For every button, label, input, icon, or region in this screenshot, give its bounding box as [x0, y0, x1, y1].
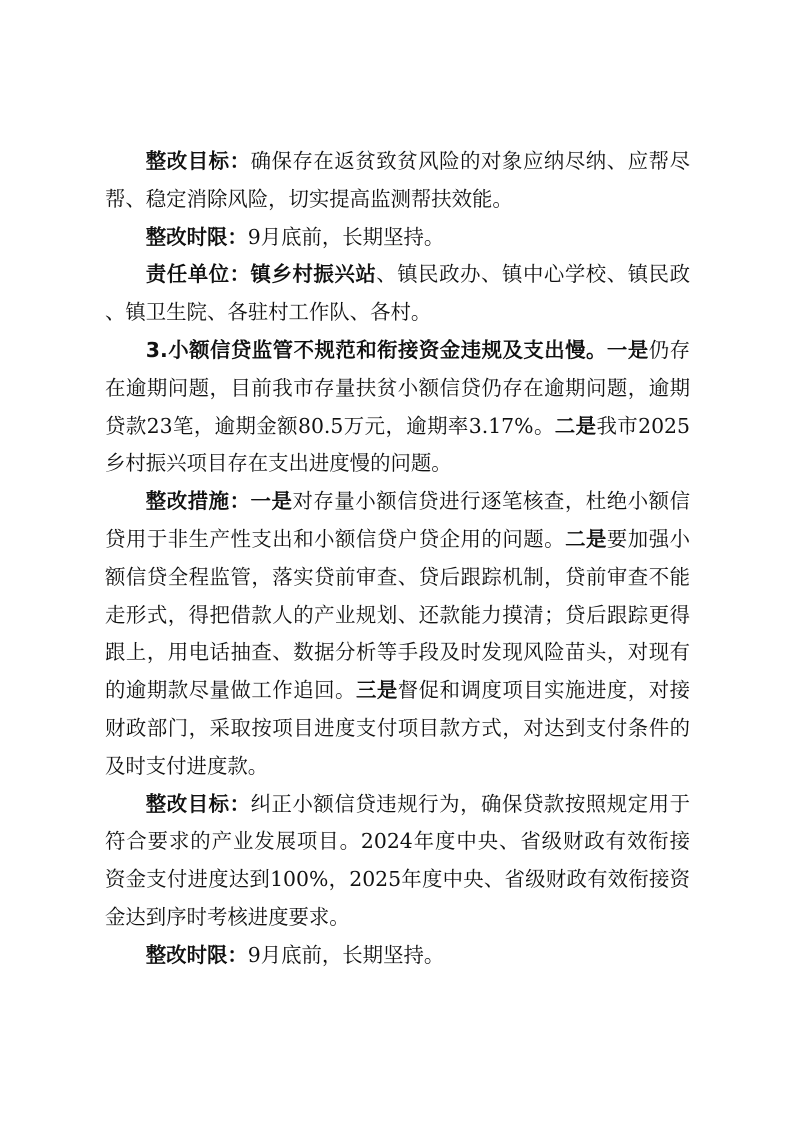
- text-run: 走形式，得把借款人的产业规划、还款能力摸清；贷后跟踪更得: [105, 602, 690, 627]
- text-run: 、镇卫生院、各驻村工作队、各村。: [105, 300, 432, 325]
- text-run: 符合要求的产业发展项目。2024年度中央、省级财政有效衔接: [105, 829, 690, 854]
- text-line: [105, 672, 690, 710]
- text-run: 及时支付进度款。: [105, 753, 269, 778]
- paragraph: [105, 143, 690, 219]
- text-line: [105, 445, 690, 483]
- text-line: [105, 899, 690, 937]
- text-run: 额信贷全程监管，落实贷前审查、贷后跟踪机制，贷前审查不能: [105, 564, 690, 589]
- text-line: [105, 559, 690, 597]
- text-line: [105, 219, 690, 257]
- text-line: [105, 748, 690, 786]
- text-line: [105, 786, 690, 824]
- text-run: 贷用于非生产性支出和小额信贷户贷企用的问题。: [105, 526, 566, 551]
- bold-text-run: 整改时限：: [145, 942, 248, 967]
- text-run: 纠正小额信贷违规行为，确保贷款按照规定用于: [250, 791, 690, 816]
- text-run: 金达到序时考核进度要求。: [105, 904, 350, 929]
- text-line: [105, 143, 690, 181]
- bold-text-run: 整改目标：: [145, 791, 251, 816]
- text-run: 确保存在返贫致贫风险的对象应纳尽纳、应帮尽: [250, 149, 690, 173]
- text-line: [105, 597, 690, 635]
- text-line: [105, 861, 690, 899]
- text-line: [105, 370, 690, 408]
- document-body: [105, 143, 690, 975]
- text-line: [105, 823, 690, 861]
- text-run: 对存量小额信贷进行逐笔核查，杜绝小额信: [292, 489, 690, 514]
- text-run: 我市2025: [596, 413, 690, 438]
- bold-text-run: 整改措施：一是: [145, 489, 293, 514]
- text-run: 跟上，用电话抽查、数据分析等手段及时发现风险苗头，对现有: [105, 640, 690, 665]
- text-line: [105, 181, 690, 219]
- text-line: [105, 483, 690, 521]
- paragraph: [105, 256, 690, 332]
- text-run: 、镇民政办、镇中心学校、镇民政: [376, 262, 690, 287]
- text-line: [105, 256, 690, 294]
- text-run: 9月底前，长期坚持。: [247, 224, 445, 249]
- text-line: [105, 521, 690, 559]
- text-run: 财政部门，采取按项目进度支付项目款方式，对达到支付条件的: [105, 715, 690, 740]
- text-line: [105, 710, 690, 748]
- text-run: 的逾期款尽量做工作追回。: [105, 678, 356, 703]
- text-line: [105, 634, 690, 672]
- text-run: 仍存: [648, 337, 690, 362]
- bold-text-run: 整改目标：: [145, 149, 251, 173]
- bold-text-run: 二是: [565, 526, 607, 551]
- bold-text-run: 整改时限：: [145, 224, 248, 249]
- text-line: [105, 937, 690, 975]
- text-line: [105, 408, 690, 446]
- bold-text-run: 三是: [355, 678, 398, 703]
- text-line: [105, 294, 690, 332]
- text-run: 督促和调度项目实施进度，对接: [397, 678, 690, 703]
- text-run: 在逾期问题，目前我市存量扶贫小额信贷仍存在逾期问题，逾期: [105, 375, 690, 400]
- paragraph: [105, 219, 690, 257]
- text-run: 帮、稳定消除风险，切实提高监测帮扶效能。: [105, 186, 513, 211]
- text-run: 贷款23笔，逾期金额80.5万元，逾期率3.17%。: [105, 413, 555, 438]
- text-run: 9月底前，长期坚持。: [247, 942, 445, 967]
- bold-text-run: 3.小额信贷监管不规范和衔接资金违规及支出慢。一是: [145, 337, 649, 362]
- text-run: 乡村振兴项目存在支出进度慢的问题。: [105, 451, 452, 476]
- bold-text-run: 责任单位：镇乡村振兴站: [145, 262, 377, 287]
- text-line: [105, 332, 690, 370]
- text-run: 资金支付进度达到100%，2025年度中央、省级财政有效衔接资: [105, 867, 690, 892]
- paragraph: [105, 786, 690, 937]
- bold-text-run: 二是: [554, 413, 597, 438]
- paragraph: [105, 483, 690, 785]
- text-run: 要加强小: [606, 526, 690, 551]
- paragraph: [105, 332, 690, 483]
- paragraph: [105, 937, 690, 975]
